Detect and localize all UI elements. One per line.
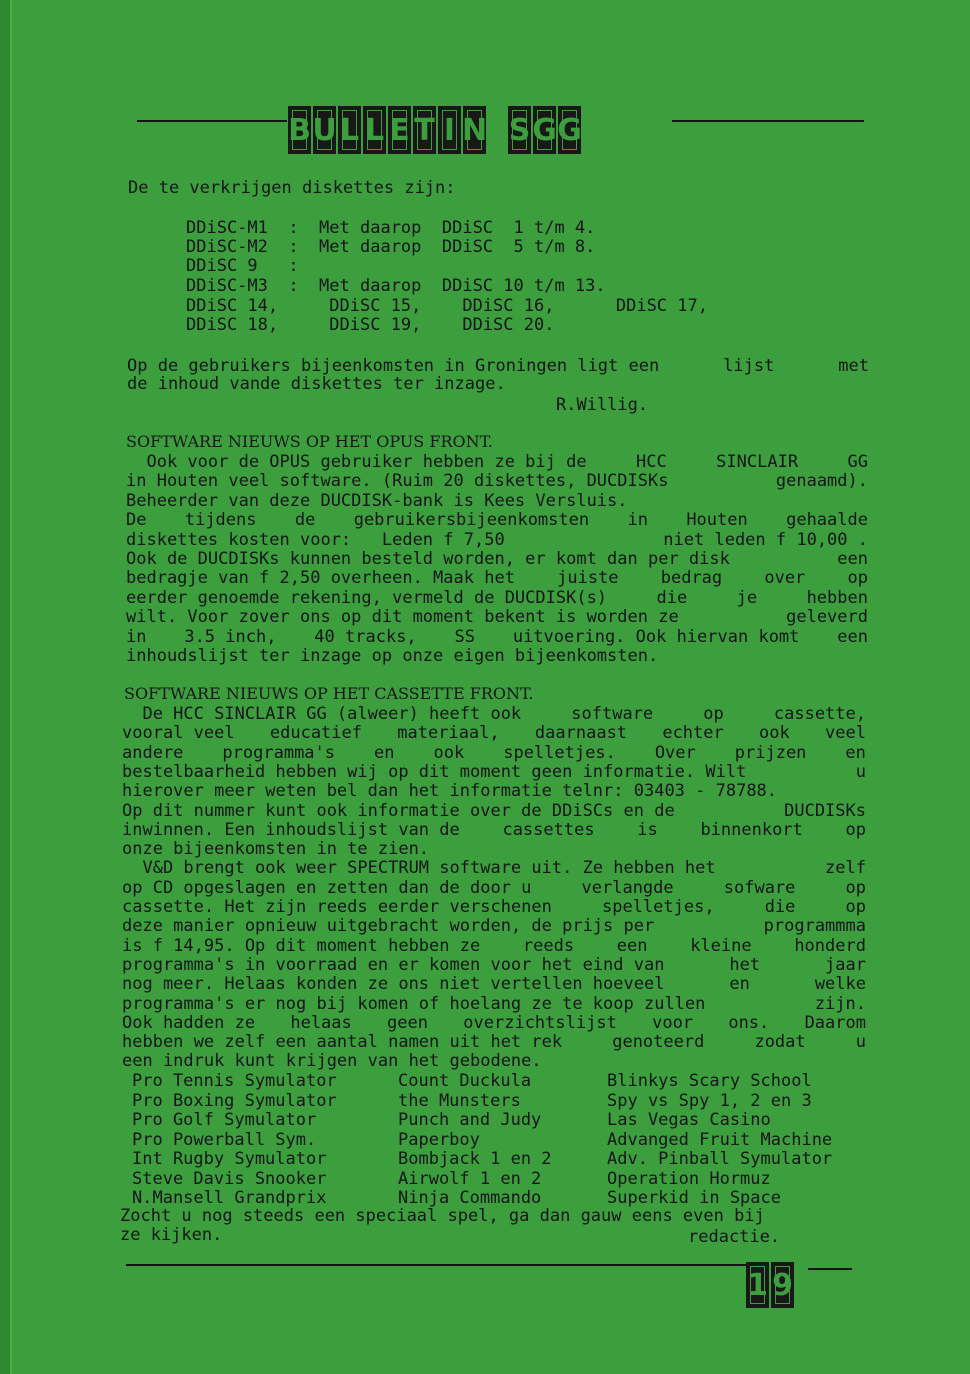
cassette-line: V&D brengt ook weer SPECTRUM software uit. Ze hebben het zelf	[122, 858, 866, 879]
ddisc-line: DDiSC-M2 : Met daarop DDiSC 5 t/m 8.	[186, 237, 596, 257]
page-digit: 9	[771, 1262, 794, 1308]
game-title: Bombjack 1 en 2	[398, 1149, 552, 1169]
ddisc-line: DDiSC 14, DDiSC 15, DDiSC 16, DDiSC 17,	[186, 296, 708, 316]
opus-line: wilt. Voor zover ons op dit moment bekent is worden ze geleverd	[126, 607, 868, 628]
title-letter: G	[533, 106, 556, 154]
game-title: Count Duckula	[398, 1071, 532, 1091]
cassette-line: Ook hadden ze helaas geen overzichtslijst voor ons. Daarom	[122, 1012, 866, 1033]
page-digit: 1	[746, 1262, 769, 1308]
game-title: Int Rugby Symulator	[132, 1149, 327, 1169]
footer-rule-right	[808, 1268, 852, 1270]
title-letter: S	[508, 106, 531, 154]
game-title: N.Mansell Grandprix	[132, 1188, 327, 1208]
game-title: Adv. Pinball Symulator	[607, 1149, 833, 1169]
page-edge	[0, 0, 12, 1374]
signature-redactie: redactie.	[688, 1227, 781, 1247]
header-rule-left	[137, 120, 287, 122]
game-title: Paperboy	[398, 1129, 480, 1150]
cassette-line: De HCC SINCLAIR GG (alweer) heeft ook software op cassette,	[122, 704, 866, 724]
game-title: Punch and Judy	[398, 1110, 542, 1130]
game-title: Ninja Commando	[398, 1188, 542, 1208]
cassette-line: inwinnen. Een inhoudslijst van de cassettes is binnenkort op	[122, 819, 866, 840]
cassette-line: cassette. Het zijn reeds eerder verschenen spelletjes, die op	[122, 897, 866, 917]
title-letter: L	[338, 106, 361, 154]
title-letter: B	[288, 106, 311, 154]
game-title: Pro Golf Symulator	[132, 1110, 317, 1130]
cassette-line: andere programma's en ook spelletjes. Over prijzen en	[122, 742, 866, 763]
opus-line: De tijdens de gebruikersbijeenkomsten in Houten gehaalde	[126, 510, 868, 531]
ddisc-line: DDiSC-M3 : Met daarop DDiSC 10 t/m 13.	[186, 276, 606, 296]
game-title: Blinkys Scary School	[607, 1071, 812, 1091]
ddisc-line: DDiSC 9 :	[186, 256, 299, 276]
closing-line: ze kijken.	[120, 1225, 223, 1245]
cassette-heading: SOFTWARE NIEUWS OP HET CASSETTE FRONT.	[124, 684, 534, 703]
game-title: Pro Powerball Sym.	[132, 1129, 317, 1150]
intro-text: De te verkrijgen diskettes zijn:	[128, 178, 456, 198]
opus-line: inhoudslijst ter inzage op onze eigen bijeenkomsten.	[126, 646, 659, 666]
bulletin-title	[288, 106, 581, 154]
footer-rule	[126, 1264, 746, 1266]
opus-line: diskettes kosten voor: Leden f 7,50 niet leden f 10,00 .	[126, 529, 868, 550]
title-letter: G	[558, 106, 581, 154]
opus-line: in 3.5 inch, 40 tracks, SS uitvoering. Ook hiervan komt een	[126, 626, 868, 647]
game-title: Advanged Fruit Machine	[607, 1129, 833, 1150]
cassette-line: onze bijeenkomsten in te zien.	[122, 839, 430, 860]
opus-line: Beheerder van deze DUCDISK-bank is Kees Versluis.	[126, 490, 628, 511]
cassette-line: vooral veel educatief materiaal, daarnaast echter ook veel	[122, 723, 866, 744]
ddisc-line: DDiSC 18, DDiSC 19, DDiSC 20.	[186, 315, 555, 335]
game-title: Steve Davis Snooker	[132, 1168, 327, 1189]
cassette-line: bestelbaarheid hebben wij op dit moment geen informatie. Wilt u	[122, 761, 866, 782]
title-letter: L	[363, 106, 386, 154]
title-letter: U	[313, 106, 336, 154]
cassette-line: hebben we zelf een aantal namen uit het rek genoteerd zodat u	[122, 1032, 866, 1053]
cassette-line: is f 14,95. Op dit moment hebben ze reeds een kleine honderd	[122, 935, 866, 956]
title-letter: N	[463, 106, 486, 154]
header-rule-right	[672, 120, 864, 122]
opus-line: bedragje van f 2,50 overheen. Maak het juiste bedrag over op	[126, 568, 868, 589]
groningen-line: Op de gebruikers bijeenkomsten in Groningen ligt een lijst met	[127, 356, 869, 376]
title-letter: E	[388, 106, 411, 154]
opus-line: eerder genoemde rekening, vermeld de DUCDISK(s) die je hebben	[126, 587, 868, 608]
cassette-line: Op dit nummer kunt ook informatie over de DDiSCs en de DUCDISKs	[122, 800, 866, 821]
cassette-line: nog meer. Helaas konden ze ons niet vertellen hoeveel en welke	[122, 974, 866, 995]
game-title: Operation Hormuz	[607, 1168, 771, 1189]
game-title: Las Vegas Casino	[607, 1110, 771, 1130]
game-title: Superkid in Space	[607, 1188, 781, 1208]
game-title: Pro Boxing Symulator	[132, 1090, 337, 1111]
opus-line: Ook de DUCDISKs kunnen besteld worden, er komt dan per disk een	[126, 549, 868, 569]
cassette-line: een indruk kunt krijgen van het gebodene.	[122, 1051, 542, 1072]
cassette-line: programma's er nog bij komen of hoelang ze te koop zullen zijn.	[122, 993, 866, 1014]
title-letter: T	[413, 106, 436, 154]
game-title: Pro Tennis Symulator	[132, 1071, 337, 1091]
opus-heading: SOFTWARE NIEUWS OP HET OPUS FRONT.	[126, 432, 494, 451]
groningen-line: de inhoud vande diskettes ter inzage.	[127, 374, 506, 394]
opus-line: in Houten veel software. (Ruim 20 diskettes, DUCDISKs genaamd).	[126, 471, 868, 492]
cassette-line: op CD opgeslagen en zetten dan de door u verlangde sofware op	[122, 877, 866, 898]
cassette-line: deze manier opnieuw uitgebracht worden, de prijs per programmma	[122, 916, 866, 937]
cassette-line: hierover meer weten bel dan het informatie telnr: 03403 - 78788.	[122, 781, 778, 802]
game-title: Spy vs Spy 1, 2 en 3	[607, 1090, 812, 1111]
signature-willig: R.Willig.	[556, 395, 649, 415]
game-title: the Munsters	[398, 1090, 521, 1111]
opus-line: Ook voor de OPUS gebruiker hebben ze bij de HCC SINCLAIR GG	[126, 452, 868, 472]
closing-line: Zocht u nog steeds een speciaal spel, ga dan gauw eens even bij	[120, 1206, 765, 1226]
page-number	[746, 1262, 794, 1308]
title-letter: I	[438, 106, 461, 154]
ddisc-line: DDiSC-M1 : Met daarop DDiSC 1 t/m 4.	[186, 218, 596, 238]
cassette-line: programma's in voorraad en er komen voor het eind van het jaar	[122, 954, 866, 975]
game-title: Airwolf 1 en 2	[398, 1168, 542, 1189]
